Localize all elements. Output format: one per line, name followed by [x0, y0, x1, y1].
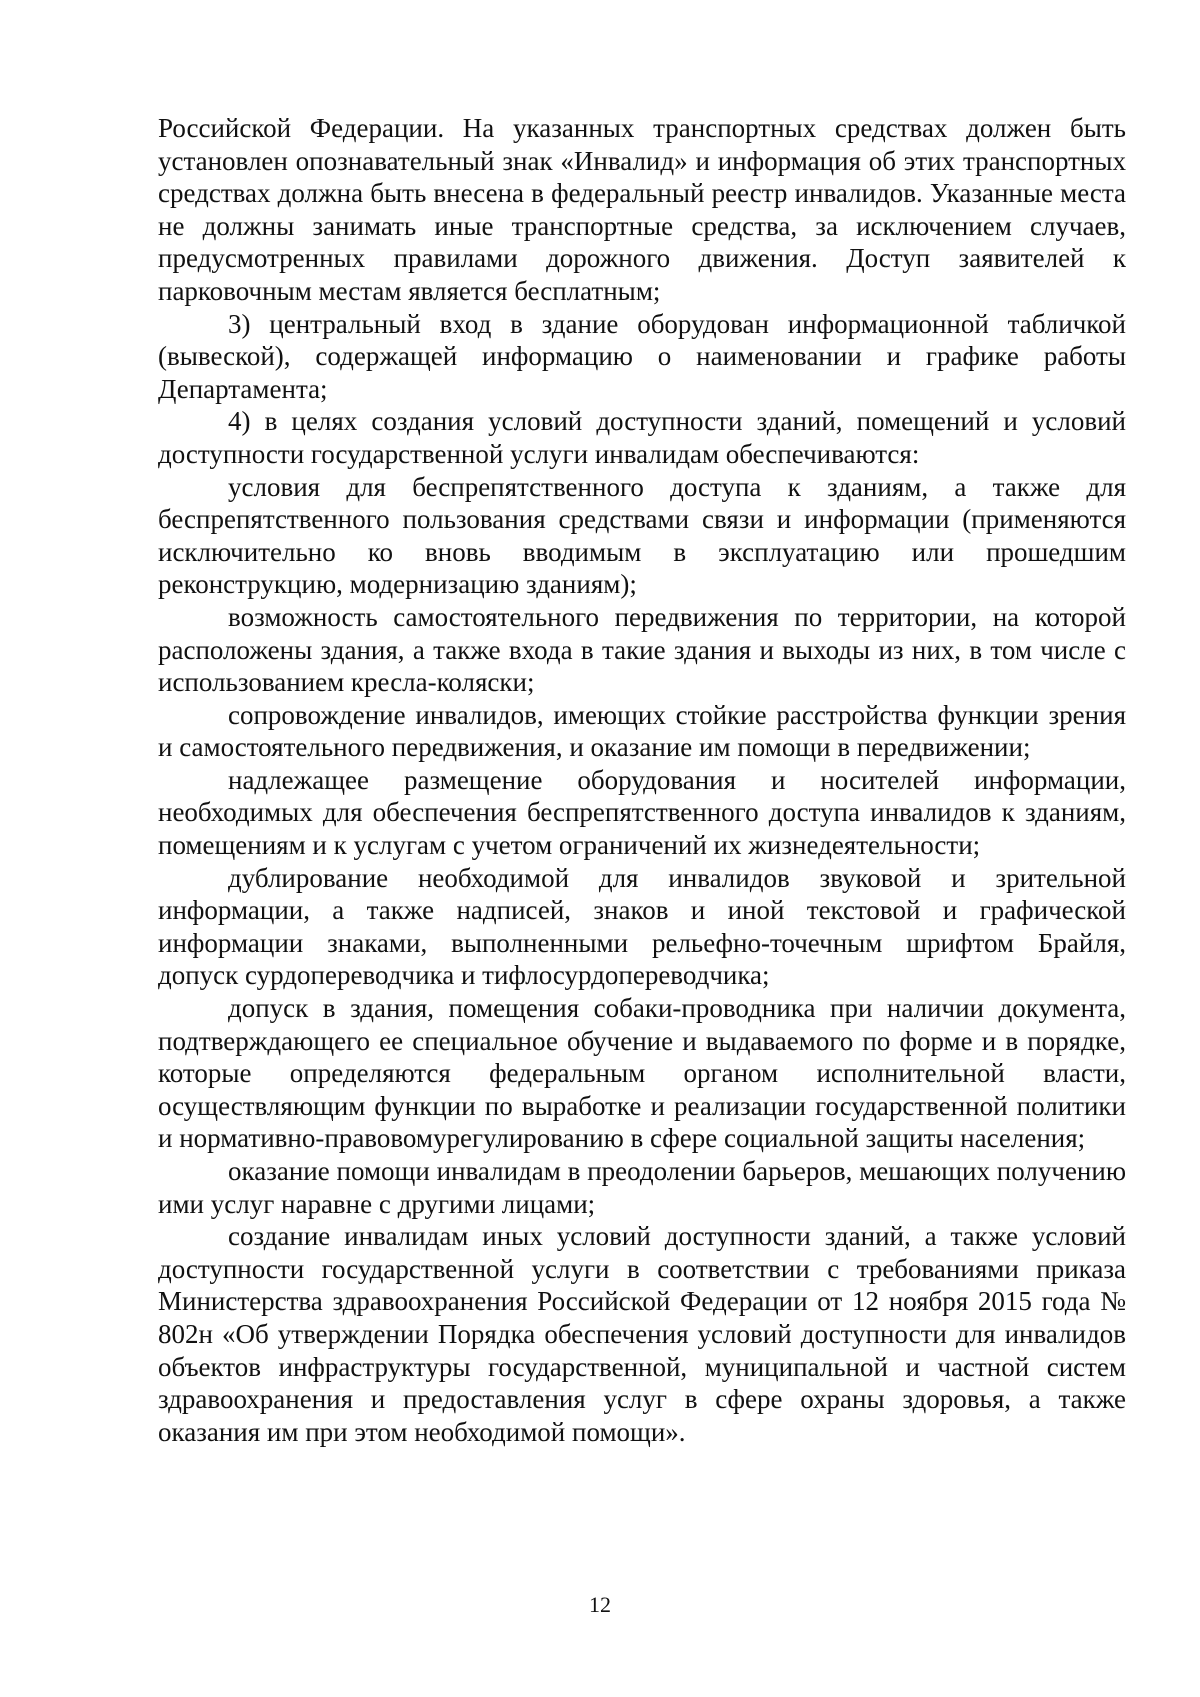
paragraph-independent-movement: возможность самостоятельного передвижения по территории, на которой расположены здания, а также входа в такие здания и выходы из них, в том числе с использованием кресла-коляски; [158, 601, 1126, 698]
paragraph-barrier-assistance: оказание помощи инвалидам в преодолении барьеров, мешающих получению ими услуг наравне с другими лицами; [158, 1156, 1126, 1219]
paragraph-guide-dog-admission: допуск в здания, помещения собаки-проводника при наличии документа, подтверждающего ее специальное обучение и выдаваемого по форме и в порядке, которые определяются федеральным органом исполнительной власти, осуществляющим функции по выработке и реализации государственной политики и нормативно-правовомурегулированию в сфере социальной защиты населения; [158, 993, 1126, 1154]
paragraph-equipment-placement: надлежащее размещение оборудования и носителей информации, необходимых для обеспечения беспрепятственного доступа инвалидов к зданиям, помещениям и к услугам с учетом ограничений их жизнедеятельности; [158, 764, 1126, 861]
paragraph-other-accessibility-conditions: создание инвалидам иных условий доступности зданий, а также условий доступности государственной услуги в соответствии с требованиями приказа Министерства здравоохранения Российской Федерации от 12 ноября 2015 года № 802н «Об утверждении Порядка обеспечения условий доступности для инвалидов объектов инфраструктуры государственной, муниципальной и частной систем здравоохранения и предоставления услуг в сфере охраны здоровья, а также оказания им при этом необходимой помощи». [158, 1221, 1126, 1447]
paragraph-item-4-accessibility: 4) в целях создания условий доступности зданий, помещений и условий доступности государственной услуги инвалидам обеспечиваются: [158, 406, 1126, 469]
page-number: 12 [589, 1592, 611, 1617]
paragraph-unobstructed-access: условия для беспрепятственного доступа к зданиям, а также для беспрепятственного пользования средствами связи и информации (применяются исключительно ко вновь вводимым в эксплуатацию или прошедшим реконструкцию, модернизацию зданиям); [158, 471, 1126, 600]
document-body [158, 112, 1126, 1448]
paragraph-escort-of-disabled: сопровождение инвалидов, имеющих стойкие расстройства функции зрения и самостоятельного передвижения, и оказание им помощи в передвижении; [158, 699, 1126, 763]
paragraph-item-3-entrance-sign: 3) центральный вход в здание оборудован информационной табличкой (вывеской), содержащей информацию о наименовании и графике работы Департамента; [158, 308, 1126, 404]
paragraph-information-duplication: дублирование необходимой для инвалидов звуковой и зрительной информации, а также надписей, знаков и иной текстовой и графической информации знаками, выполненными рельефно-точечным шрифтом Брайля, допуск сурдопереводчика и тифлосурдопереводчика; [158, 862, 1126, 991]
paragraph-parking-continuation: Российской Федерации. На указанных транспортных средствах должен быть установлен опознавательный знак «Инвалид» и информация об этих транспортных средствах должна быть внесена в федеральный реестр инвалидов. Указанные места не должны занимать иные транспортные средства, за исключением случаев, предусмотренных правилами дорожного движения. Доступ заявителей к парковочным местам является бесплатным; [158, 113, 1126, 306]
